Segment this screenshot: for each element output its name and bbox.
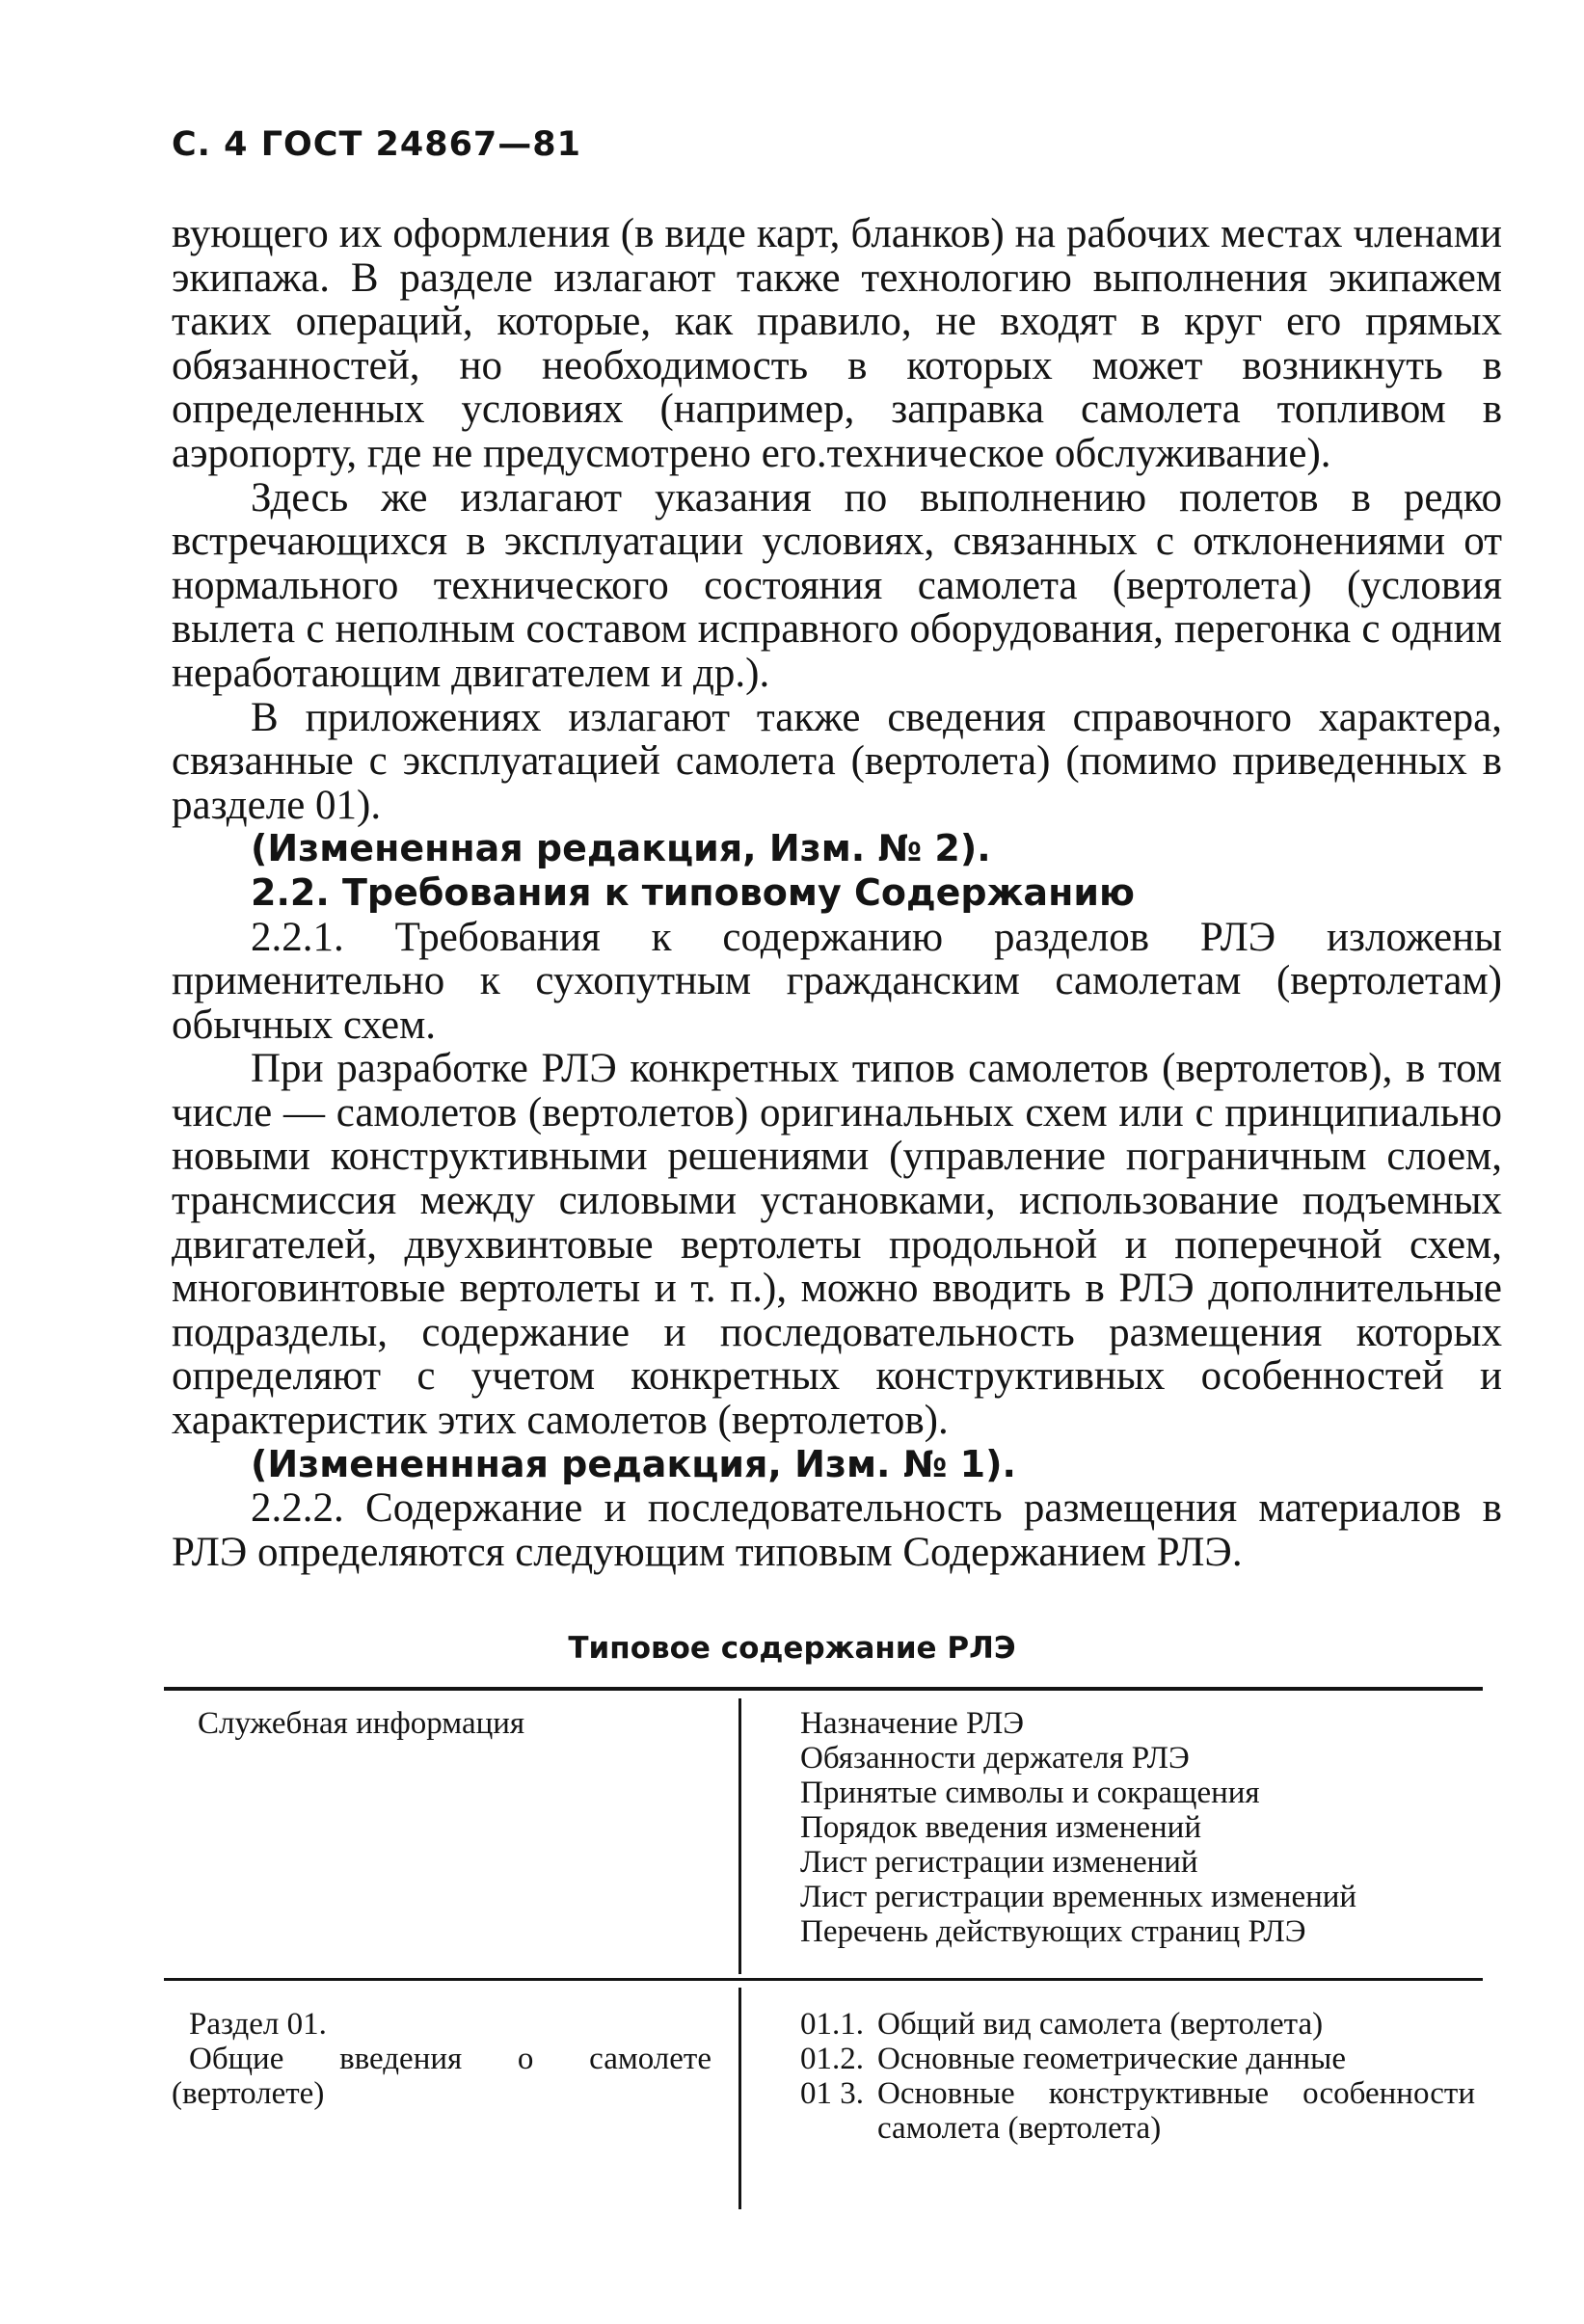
body-text (172, 212, 1502, 1574)
table-title: Типовое содержание РЛЭ (568, 1631, 1016, 1666)
table-cell-section-items (800, 2007, 1475, 2146)
paragraph: В приложениях излагают также сведения справочного характера, связанные с эксплуатацией самолета (вертолета) (помимо приведенных в разделе 01). (172, 694, 1502, 828)
list-item: Лист регистрации временных изменений (800, 1880, 1357, 1914)
page-header: С. 4 ГОСТ 24867—81 (172, 125, 581, 164)
list-item: Лист регистрации изменений (800, 1845, 1198, 1880)
table-column-divider (738, 1698, 741, 1974)
list-item: Принятые символы и сокращения (800, 1776, 1260, 1810)
paragraph: 2.2.1. Требования к содержанию разделов РЛЭ изложены применительно к сухопутным гражданским самолетам (вертолетам) обычных схем. (172, 914, 1502, 1048)
amendment-note: (Измененнная редакция, Изм. № 1). (251, 1442, 1016, 1485)
list-item: Обязанности держателя РЛЭ (800, 1741, 1190, 1776)
list-item: Перечень действующих страниц РЛЭ (800, 1914, 1306, 1949)
section-heading: 2.2. Требования к типовому Содержанию (251, 870, 1135, 914)
list-item: Назначение РЛЭ (800, 1706, 1024, 1741)
table-column-divider (738, 1988, 741, 2209)
item-text: Основные конструктивные особенности самолета (вертолета) (877, 2076, 1475, 2146)
list-item (800, 2007, 1475, 2042)
paragraph: Здесь же излагают указания по выполнению полетов в редко встречающихся в эксплуатации условиях, связанных с отклонениями от нормального технического состояния самолета (вертолета) (условия вылета с неполным составом исправного оборудования, перегонка с одним неработающим двигателем и др.). (172, 474, 1502, 696)
list-item (800, 2042, 1475, 2076)
table-cell-service-info: Служебная информация (198, 1706, 525, 1741)
item-text: Общий вид самолета (вертолета) (877, 2007, 1324, 2042)
paragraph: 2.2.2. Содержание и последовательность размещения материалов в РЛЭ определяются следующим типовым Содержанием РЛЭ. (172, 1485, 1502, 1575)
table-cell-service-items (800, 1706, 1485, 1949)
item-number: 01.1. (800, 2007, 864, 2042)
list-item: Порядок введения изменений (800, 1810, 1201, 1845)
paragraph: вующего их оформления (в виде карт, бланков) на рабочих местах членами экипажа. В разделе излагают также технологию выполнения экипажем таких операций, которые, как правило, не входят в круг его прямых обязанностей, но необходимость в которых может возникнуть в определенных условиях (например, заправка самолета топливом в аэропорту, где не предусмотрено его.техническое обслуживание). (172, 211, 1502, 476)
paragraph: При разработке РЛЭ конкретных типов самолетов (вертолетов), в том числе — самолетов (вертолетов) оригинальных схем или с принципиально новыми конструктивными решениями (управление пограничным слоем, трансмиссия между силовыми установками, использование подъемных двигателей, двухвинтовые вертолеты продольной и поперечной схем, многовинтовые вертолеты и т. п.), можно вводить в РЛЭ дополнительные подразделы, содержание и последовательность размещения которых определяют с учетом конкретных конструктивных особенностей и характеристик этих самолетов (вертолетов). (172, 1046, 1502, 1444)
item-text: Основные геометрические данные (877, 2042, 1346, 2076)
table-cell-section-01 (172, 2007, 711, 2111)
item-number: 01 3. (800, 2076, 864, 2111)
section-title: Общие введения о самолете (вертолете) (172, 2042, 711, 2111)
item-number: 01.2. (800, 2042, 864, 2076)
amendment-note: (Измененная редакция, Изм. № 2). (251, 827, 991, 870)
table-top-rule (164, 1687, 1483, 1691)
section-number: Раздел 01. (189, 2007, 327, 2042)
list-item (800, 2076, 1475, 2146)
table-row-divider (164, 1978, 1483, 1981)
